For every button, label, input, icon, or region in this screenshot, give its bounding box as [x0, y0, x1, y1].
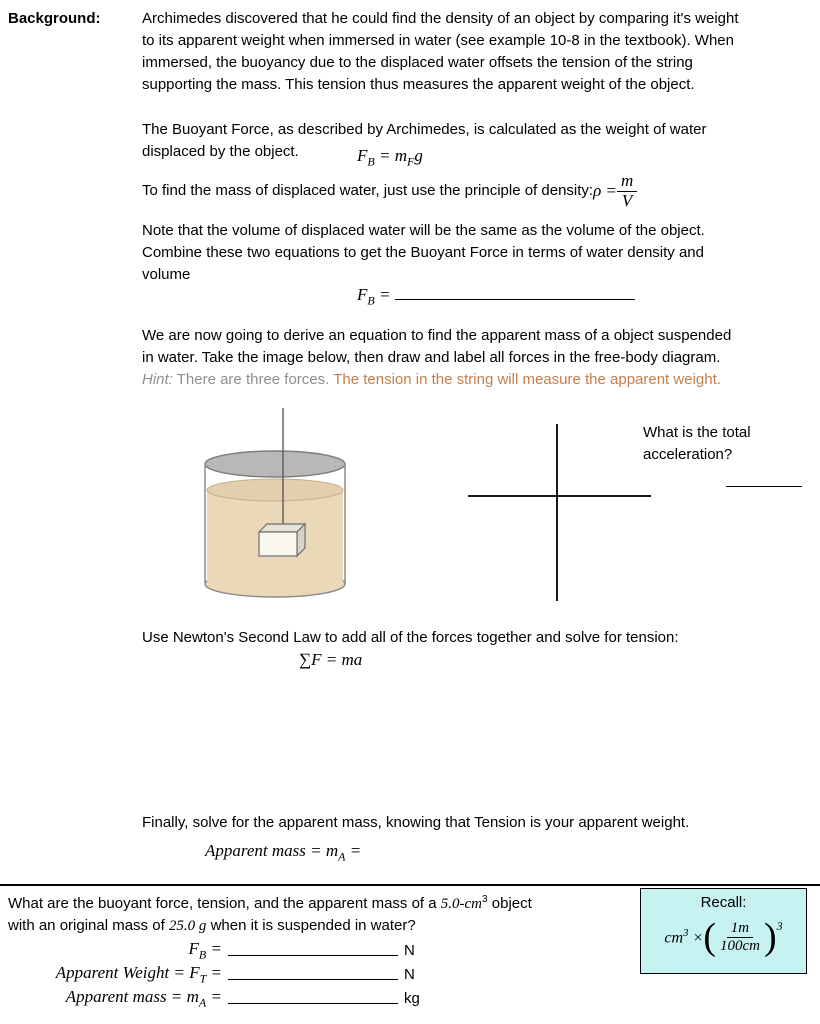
formula-part: F — [188, 939, 199, 958]
recall-label: Recall: — [700, 894, 747, 911]
formula-part: cm — [664, 929, 684, 947]
paragraph-line: Combine these two equations to get the Buoyant Force in terms of water density and — [142, 244, 704, 261]
question-text: with an original mass of — [8, 917, 169, 934]
paragraph-line: in water. Take the image below, then draw and label all forces in the free-body diagram. — [142, 349, 721, 366]
paragraph-derive — [142, 325, 731, 391]
formula-part: F — [357, 285, 368, 304]
question-line — [8, 915, 633, 937]
beaker-rim — [205, 451, 345, 477]
fraction-denominator: V — [621, 190, 633, 210]
close-paren: ) — [763, 916, 777, 958]
formula-part: F — [189, 963, 200, 982]
formula-part: Apparent mass = — [205, 841, 326, 860]
paragraph-volume-note — [142, 220, 705, 286]
section-divider — [0, 884, 820, 886]
formula-exponent: 3 — [776, 919, 783, 933]
fbd-horizontal-axis — [468, 495, 651, 497]
formula-part: = — [345, 841, 362, 860]
fraction-denominator: 100cm — [719, 937, 760, 954]
paragraph-line: volume — [142, 266, 191, 283]
water-surface — [207, 479, 343, 501]
formula-part: ∑F — [299, 650, 322, 669]
question-value-mass: 25.0 g — [168, 918, 207, 934]
answer-blank-fb-value — [228, 955, 398, 956]
answer-blank-acceleration — [726, 486, 802, 487]
formula-buoyant-force — [357, 146, 423, 169]
formula-part: × — [688, 929, 704, 947]
formula-fb-answer — [357, 283, 635, 308]
formula-part: = — [601, 181, 617, 200]
question-exponent: 3 — [482, 894, 488, 905]
hint-label: Hint: — [142, 371, 173, 388]
question-value-volume: 5.0-cm — [440, 896, 483, 912]
formula-subscript: A — [198, 995, 207, 1010]
formula-part: = — [374, 285, 395, 304]
formula-part: = — [374, 146, 395, 165]
formula-density — [593, 181, 617, 201]
formula-subscript: F — [407, 154, 415, 169]
formula-part: = — [321, 650, 342, 669]
question-text: object — [487, 895, 532, 912]
problem-question — [8, 889, 633, 937]
block-front-face — [259, 532, 297, 556]
fraction-numerator: m — [617, 172, 637, 192]
formula-subscript: A — [338, 849, 346, 864]
answer-blank-tension-value — [228, 979, 398, 980]
paragraph-line: to its apparent weight when immersed in water (see example 10-8 in the textbook). When — [142, 32, 734, 49]
question-line — [8, 889, 633, 915]
formula-subscript: B — [198, 947, 207, 962]
answer-label-fb — [0, 939, 222, 962]
unit-newton: N — [404, 942, 415, 959]
answer-blank-fb — [395, 283, 635, 300]
question-text: when it is suspended in water? — [206, 917, 416, 934]
formula-part: F — [357, 146, 368, 165]
question-text: What are the buoyant force, tension, and the apparent mass of a — [8, 895, 441, 912]
unit-kilogram: kg — [404, 990, 420, 1007]
paragraph-buoyant-force — [142, 119, 706, 163]
answer-label-tension — [0, 963, 222, 986]
formula-part: m — [325, 841, 339, 860]
formula-part: = — [206, 963, 222, 982]
hint-orange-text: The tension in the string will measure the apparent weight. — [329, 371, 721, 388]
paragraph-line: We are now going to derive an equation to find the apparent mass of a object suspended — [142, 327, 732, 344]
density-fraction — [617, 172, 637, 210]
paragraph-line: Archimedes discovered that he could find the density of an object by comparing it's weight — [142, 10, 739, 27]
paragraph-line: immersed, the buoyancy due to the displaced water offsets the tension of the string — [142, 54, 693, 71]
paragraph-line: displaced by the object. — [142, 143, 299, 160]
acceleration-question — [643, 422, 808, 466]
formula-exponent: 3 — [683, 926, 689, 939]
newton-instruction: Use Newton's Second Law to add all of the forces together and solve for tension: — [142, 629, 679, 646]
formula-apparent-mass — [205, 841, 361, 864]
hint-line — [142, 369, 731, 391]
beaker-diagram — [203, 406, 353, 598]
density-text: To find the mass of displaced water, just use the principle of density: — [142, 182, 594, 199]
recall-fraction — [716, 920, 764, 954]
fbd-vertical-axis — [556, 424, 558, 601]
formula-part: Apparent mass = — [65, 987, 187, 1006]
paragraph-line: supporting the mass. This tension thus measures the apparent weight of the object. — [142, 76, 695, 93]
hint-gray-text: There are three forces. — [172, 371, 330, 388]
formula-part: m — [186, 987, 199, 1006]
unit-newton: N — [404, 966, 415, 983]
paragraph-line: Note that the volume of displaced water will be the same as the volume of the object. — [142, 222, 705, 239]
answer-blank-mass-value — [228, 1003, 398, 1004]
paragraph-intro — [142, 8, 739, 96]
density-line — [142, 168, 637, 214]
formula-subscript: B — [367, 293, 375, 308]
background-label: Background: — [8, 10, 101, 27]
formula-part: ma — [341, 650, 363, 669]
question-line: What is the total — [643, 424, 751, 441]
formula-part — [664, 927, 703, 947]
recall-formula — [641, 915, 806, 959]
paragraph-line: The Buoyant Force, as described by Archimedes, is calculated as the weight of water — [142, 121, 707, 138]
formula-part: m — [394, 146, 407, 165]
answer-label-apparent-mass — [0, 987, 222, 1010]
recall-box — [640, 888, 807, 974]
formula-part: ρ — [593, 181, 602, 200]
open-paren: ( — [703, 916, 716, 958]
question-line: acceleration? — [643, 446, 733, 463]
formula-part: = — [206, 987, 222, 1006]
formula-part: g — [414, 146, 423, 165]
formula-part: = — [206, 939, 222, 958]
fraction-numerator: 1m — [727, 920, 753, 938]
formula-sigma — [299, 650, 362, 670]
formula-subscript: B — [367, 154, 375, 169]
finally-instruction: Finally, solve for the apparent mass, knowing that Tension is your apparent weight. — [142, 814, 690, 831]
formula-subscript: T — [199, 971, 207, 986]
formula-part: Apparent Weight = — [55, 963, 190, 982]
